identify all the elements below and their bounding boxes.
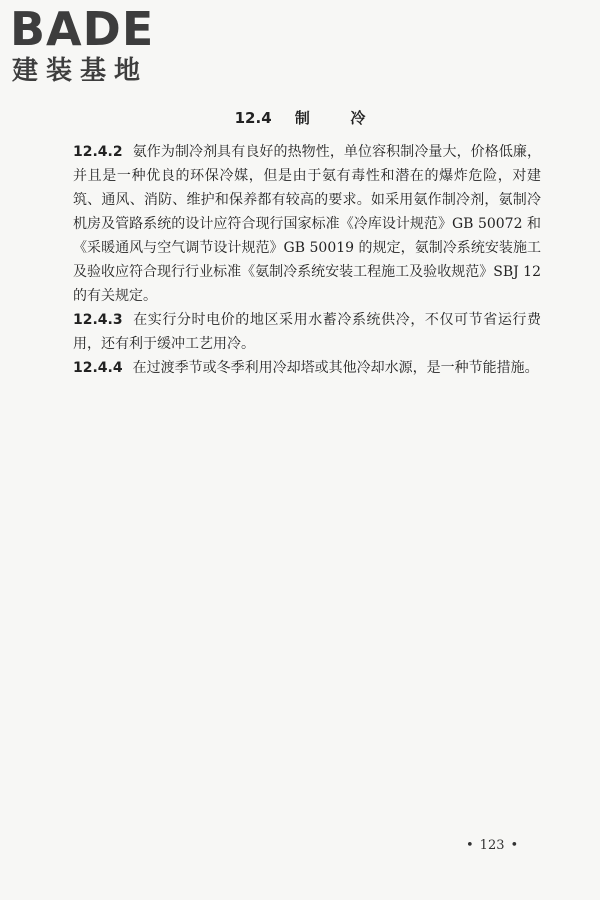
clause-12-4-4: [73, 356, 541, 380]
clause-text: 在过渡季节或冬季利用冷却塔或其他冷却水源，是一种节能措施。: [132, 360, 539, 376]
page-dot-right: •: [510, 838, 519, 853]
clause-number: 12.4.4: [73, 360, 123, 376]
logo-wordmark: BADE: [10, 2, 155, 56]
section-title-part2: 冷: [350, 109, 366, 127]
brand-logo: [10, 4, 180, 88]
page-dot-left: •: [466, 838, 474, 853]
body-text: [73, 140, 541, 380]
clause-12-4-2: [73, 140, 541, 308]
clause-text: 氨作为制冷剂具有良好的热物性，单位容积制冷量大，价格低廉，并且是一种优良的环保冷媒，但是由于氨有毒性和潜在的爆炸危险，对建筑、通风、消防、维护和保养都有较高的要求。如采用氨作制冷剂，氨制冷机房及管路系统的设计应符合现行国家标准《冷库设计规范》GB 50072 和《采暖通风与空气调节设计规范》GB 50019 的规定，氨制冷系统安装施工及验收应符合现行行业标准《氨制冷系统安装工程施工及验收规范》SBJ 12 的有关规定。: [73, 144, 541, 304]
logo-subtitle: 建装基地: [12, 56, 149, 86]
page-number: [460, 838, 524, 853]
section-title-part1: 制: [294, 109, 310, 127]
clause-number: 12.4.3: [73, 312, 123, 328]
clause-12-4-3: [73, 308, 541, 356]
clause-number: 12.4.2: [73, 144, 123, 160]
section-heading: [0, 108, 600, 128]
page-number-value: 123: [479, 838, 505, 853]
clause-text: 在实行分时电价的地区采用水蓄冷系统供冷，不仅可节省运行费用，还有利于缓冲工艺用冷。: [73, 312, 541, 352]
section-number: 12.4: [234, 109, 272, 127]
